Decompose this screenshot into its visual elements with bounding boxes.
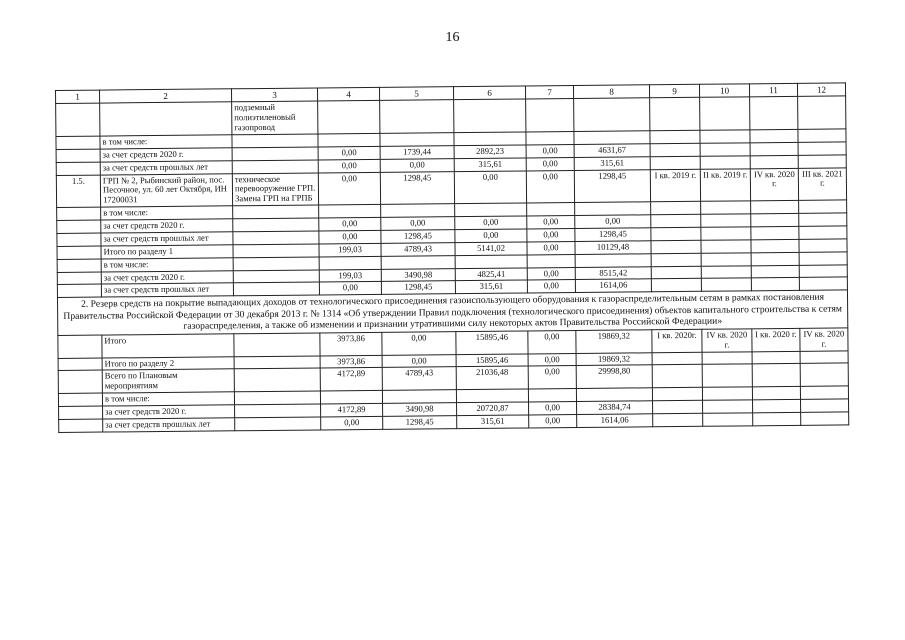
table-cell-col-12 [799,226,847,239]
table-cell-col-5: 1298,45 [381,281,455,295]
table-cell-col-6 [454,132,526,146]
table-cell-col-12 [801,412,849,425]
table-cell-col-9 [650,130,700,143]
table-cell-col-11 [751,226,799,239]
table-cell-col-4: 4172,89 [320,368,382,391]
table-cell-col-4: 0,00 [319,230,381,243]
table-cell-col-3: подземный полиэтиленовый газопровод [232,101,318,134]
table-cell-col-7 [528,389,576,402]
table-cell-col-4: 0,00 [318,159,380,172]
table-cell-col-9 [653,400,703,413]
table-cell-col-5 [381,255,455,269]
table-cell-col-4: 0,00 [319,217,381,230]
table-cell-col-10: II кв. 2019 г. [700,168,750,201]
table-cell-col-7: 0,00 [527,216,575,229]
table-cell-col-10 [702,364,752,387]
table-cell-col-1 [56,136,100,149]
table-cell-col-11 [750,142,798,155]
table-cell-col-12: III кв. 2021 г. [798,168,846,201]
table-cell-col-5: 4789,43 [382,367,456,390]
table-cell-col-7: 0,00 [527,267,575,280]
table-cell-col-12 [799,213,847,226]
table-cell-col-7: 0,00 [529,402,577,415]
table-cell-col-4: 0,00 [321,416,383,429]
table-cell-col-8: 0,00 [575,215,651,229]
col-header: 11 [749,83,797,97]
table-cell-col-6: 315,61 [457,415,529,429]
table-cell-col-10 [701,227,751,240]
table-cell-col-12 [798,155,846,168]
table-cell-col-12 [801,399,849,412]
table-cell-col-11 [751,252,799,265]
table-cell-col-4: 0,00 [318,146,380,159]
table-cell-col-4 [319,256,381,269]
col-header: 7 [525,86,573,100]
table-cell-col-9 [652,388,702,401]
table-cell-col-9 [651,227,701,240]
table-cell-col-3 [235,404,321,418]
table-cell-col-1 [56,149,100,162]
table-cell-col-7: 0,00 [527,280,575,293]
table-cell-col-5: 0,00 [382,354,456,368]
table-cell-col-8: 10129,48 [575,241,651,255]
col-header: 6 [453,86,525,100]
table-cell-col-6: 315,61 [455,280,527,294]
table-cell-col-3 [233,244,319,258]
table-cell-col-2: за счет средств 2020 г. [101,270,233,284]
table-cell-col-5 [382,390,456,404]
table-cell-col-4 [318,101,380,134]
table-cell-col-10: IV кв. 2020 г. [702,329,752,352]
table-cell-col-7: 0,00 [527,228,575,241]
table-cell-col-8 [574,98,650,131]
table-cell-col-1 [58,335,102,358]
table-cell-col-8 [575,254,651,268]
table-cell-col-3 [233,218,319,232]
table-cell-col-10 [701,253,751,266]
table-cell-col-1 [57,246,101,259]
table-cell-col-8 [574,131,650,145]
table-cell-col-10 [701,265,751,278]
table-cell-col-10 [701,240,751,253]
table-cell-col-1: 1.5. [56,175,100,208]
table-cell-col-6: 4825,41 [455,268,527,282]
table-cell-col-11 [751,278,799,291]
table-cell-col-2: в том числе: [101,206,233,220]
table-cell-col-11 [753,412,801,425]
table-cell-col-9 [652,365,702,388]
table-cell-col-2: за счет средств прошлых лет [101,232,233,246]
table-cell-col-2: Всего по Плановым мероприятиям [102,369,234,393]
table-cell-col-2: Итого по разделу 2 [102,356,234,370]
table-cell-col-1 [58,393,102,406]
table-cell-col-2: Итого по разделу 1 [101,245,233,259]
table-cell-col-11 [750,97,798,130]
table-cell-col-4: 0,00 [318,172,380,205]
table-cell-col-3 [233,257,319,271]
table-cell-col-12 [798,96,846,129]
table-cell-col-12 [800,386,848,399]
table-cell-col-4: 3973,86 [320,355,382,368]
table-cell-col-1 [59,406,103,419]
table-cell-col-6: 21036,48 [456,366,528,389]
table-cell-col-11 [751,239,799,252]
table-cell-col-3 [234,368,320,392]
table-cell-col-6: 0,00 [455,229,527,243]
table-cell-col-2: Итого [102,334,234,358]
table-cell-col-7: 0,00 [527,241,575,254]
table-cell-col-1 [56,103,100,136]
table-cell-col-10 [702,387,752,400]
table-cell-col-9 [650,143,700,156]
table-cell-col-3 [233,270,319,284]
table-cell-col-8: 4631,67 [574,144,650,158]
table-cell-col-1 [58,371,102,394]
table-cell-col-8: 1298,45 [574,169,650,202]
table-cell-col-11 [751,265,799,278]
table-cell-col-3 [234,356,320,370]
table-cell-col-11 [751,213,799,226]
table-cell-col-12 [799,239,847,252]
table-cell-col-3 [234,391,320,405]
table-cell-col-6: 15895,46 [456,331,528,354]
table-cell-col-12 [799,252,847,265]
table-cell-col-10 [700,130,750,143]
table-cell-col-9 [653,413,703,426]
table-cell-col-10 [700,143,750,156]
table-cell-col-8: 1614,06 [575,279,651,293]
table-cell-col-7: 0,00 [526,144,574,157]
table-cell-col-1 [56,162,100,175]
table-cell-col-5: 4789,43 [381,243,455,257]
table-cell-col-7: 0,00 [529,414,577,427]
table-cell-col-9 [651,240,701,253]
table-cell-col-11 [753,399,801,412]
table-cell-col-7 [526,99,574,132]
table-cell-col-6 [456,389,528,403]
table-cell-col-6 [454,99,526,132]
table-cell-col-5: 3490,98 [383,403,457,417]
table-cell-col-12 [800,363,848,386]
table-cell-col-11: IV кв. 2020 г. [750,168,798,201]
col-header: 5 [379,87,453,101]
table-cell-col-3 [232,134,318,148]
table-cell-col-1 [57,207,101,220]
table-cell-col-4 [319,205,381,218]
col-header: 12 [797,83,845,97]
table-cell-col-10 [701,214,751,227]
table-cell-col-5: 0,00 [382,332,456,355]
table-cell-col-10 [701,201,751,214]
table-cell-col-1 [57,272,101,285]
table-cell-col-1 [57,233,101,246]
table-cell-col-4: 0,00 [319,282,381,295]
table-cell-col-6 [455,255,527,269]
table-cell-col-11 [751,201,799,214]
table-cell-col-8: 19869,32 [576,330,652,353]
col-header: 10 [699,84,749,98]
table-cell-col-11 [750,155,798,168]
table-cell-col-2: в том числе: [102,392,234,406]
table-cell-col-3 [232,147,318,161]
table-cell-col-12 [799,277,847,290]
table-cell-col-3 [232,160,318,174]
table-cell-col-9 [652,352,702,365]
table-cell-col-8: 19869,32 [576,352,652,366]
table-cell-col-10 [703,400,753,413]
table-cell-col-6: 0,00 [455,216,527,230]
table-cell-col-7: 0,00 [528,330,576,353]
table-cell-col-8: 1614,06 [577,414,653,428]
col-header: 4 [317,87,379,101]
table-cell-col-7: 0,00 [528,366,576,389]
table-cell-col-2: за счет средств прошлых лет [103,418,235,432]
table-cell-col-7: 0,00 [526,157,574,170]
table-cell-col-2: за счет средств 2020 г. [100,148,232,162]
table-cell-col-1 [57,259,101,272]
table-cell-col-8: 28384,74 [577,401,653,415]
table-cell-col-3 [235,417,321,431]
table-cell-col-6: 20720,87 [457,402,529,416]
table-cell-col-4: 3973,86 [320,332,382,355]
table-cell-col-4 [320,391,382,404]
table-cell-col-5: 0,00 [381,217,455,231]
table-cell-col-10 [701,278,751,291]
table-cell-col-10 [703,413,753,426]
table-cell-col-7 [527,203,575,216]
table-cell-col-2: в том числе: [100,135,232,149]
table-cell-col-2: в том числе: [101,258,233,272]
table-cell-col-2: ГРП № 2, Рыбинский район, пос. Песочное, ул. 60 лет Октября, ИН 17200031 [100,173,232,207]
table-cell-col-11 [750,129,798,142]
document-sheet [55,82,848,432]
table-cell-col-8: 1298,45 [575,228,651,242]
table-cell-col-10 [700,97,750,130]
table-cell-col-12 [799,200,847,213]
table-cell-col-3 [233,231,319,245]
table-cell-col-8: 29998,80 [576,365,652,388]
table-cell-col-11 [752,387,800,400]
table-cell-col-9 [651,214,701,227]
table-cell-col-7 [526,131,574,144]
col-header: 1 [56,90,100,104]
table-cell-col-12 [798,142,846,155]
table-cell-col-3 [233,282,319,296]
table-cell-col-9 [650,156,700,169]
table-cell-col-10 [702,351,752,364]
table-cell-col-8 [575,202,651,216]
table-cell-col-11 [752,364,800,387]
table-cell-col-4: 199,03 [319,269,381,282]
table-cell-col-1 [57,220,101,233]
col-header: 8 [573,85,649,99]
table-cell-col-5: 1298,45 [381,230,455,244]
table-cell-col-5: 1739,44 [380,146,454,160]
table-cell-col-8 [576,388,652,402]
table-cell-col-10 [700,156,750,169]
table-cell-col-6: 15895,46 [456,354,528,368]
table-cell-col-12: IV кв. 2020 г. [800,328,848,351]
table-cell-col-11: I кв. 2020 г. [752,328,800,351]
table-cell-col-9 [651,266,701,279]
table-cell-col-12 [800,350,848,363]
table-cell-col-11 [752,351,800,364]
table-cell-col-7 [527,254,575,267]
table-cell-col-2: за счет средств прошлых лет [100,161,232,175]
table-cell-col-1 [57,285,101,298]
table-cell-col-9: I кв. 2020г. [652,329,702,352]
table-cell-col-9 [651,279,701,292]
table-cell-col-9 [651,253,701,266]
table-cell-col-9 [651,202,701,215]
table-cell-col-5: 1298,45 [383,416,457,430]
table-cell-col-6: 5141,02 [455,242,527,256]
table-cell-col-1 [58,358,102,371]
table-cell-col-8: 315,61 [574,157,650,171]
table-cell-col-6: 315,61 [454,158,526,172]
table-cell-col-9: I кв. 2019 г. [650,169,700,202]
table-cell-col-2 [100,102,232,136]
table-cell-col-6: 2892,23 [454,145,526,159]
table-cell-col-4: 199,03 [319,243,381,256]
table-cell-col-3 [233,205,319,219]
table-cell-col-5: 0,00 [380,158,454,172]
section-2-title: 2. Резерв средств на покрытие выпадающих доходов от технологического присоединения газоиспользующего оборудования к газораспределительным сетям в рамках постановления Правительства Российской Федерации от 30 декабря 2013 г. № 1314 «Об утверждении Правил подключения (технологического присоединения) объектов капитального строительства к сетям газораспределения, а также об изменении и признании утратившими силу некоторых актов Правительства Российской Федерации» [57,290,847,335]
table-cell-col-2: за счет средств 2020 г. [101,219,233,233]
table-cell-col-12 [798,129,846,142]
table-cell-col-5: 3490,98 [381,268,455,282]
table-cell-col-7: 0,00 [526,170,574,203]
table-cell-col-6: 0,00 [454,171,526,204]
table-cell-col-5 [380,100,454,133]
page-number: 16 [445,30,460,45]
table-cell-col-4 [318,133,380,146]
table-cell-col-3: техническое перевооружение ГРП. Замена ГРП на ГРПБ [232,173,318,206]
table-cell-col-12 [799,264,847,277]
col-header: 9 [649,84,699,98]
table-cell-col-5 [380,133,454,147]
table-cell-col-5 [381,204,455,218]
table-cell-col-9 [650,98,700,131]
table-cell-col-8: 8515,42 [575,266,651,280]
col-header: 3 [231,88,317,102]
col-header: 2 [100,89,232,104]
investment-program-table [55,82,849,432]
table-cell-col-1 [59,419,103,432]
table-cell-col-4: 4172,89 [321,403,383,416]
table-cell-col-3 [234,333,320,357]
table-cell-col-2: за счет средств прошлых лет [101,283,233,297]
table-cell-col-6 [455,203,527,217]
table-cell-col-2: за счет средств 2020 г. [103,405,235,419]
table-cell-col-5: 1298,45 [380,171,454,204]
table-cell-col-7: 0,00 [528,353,576,366]
